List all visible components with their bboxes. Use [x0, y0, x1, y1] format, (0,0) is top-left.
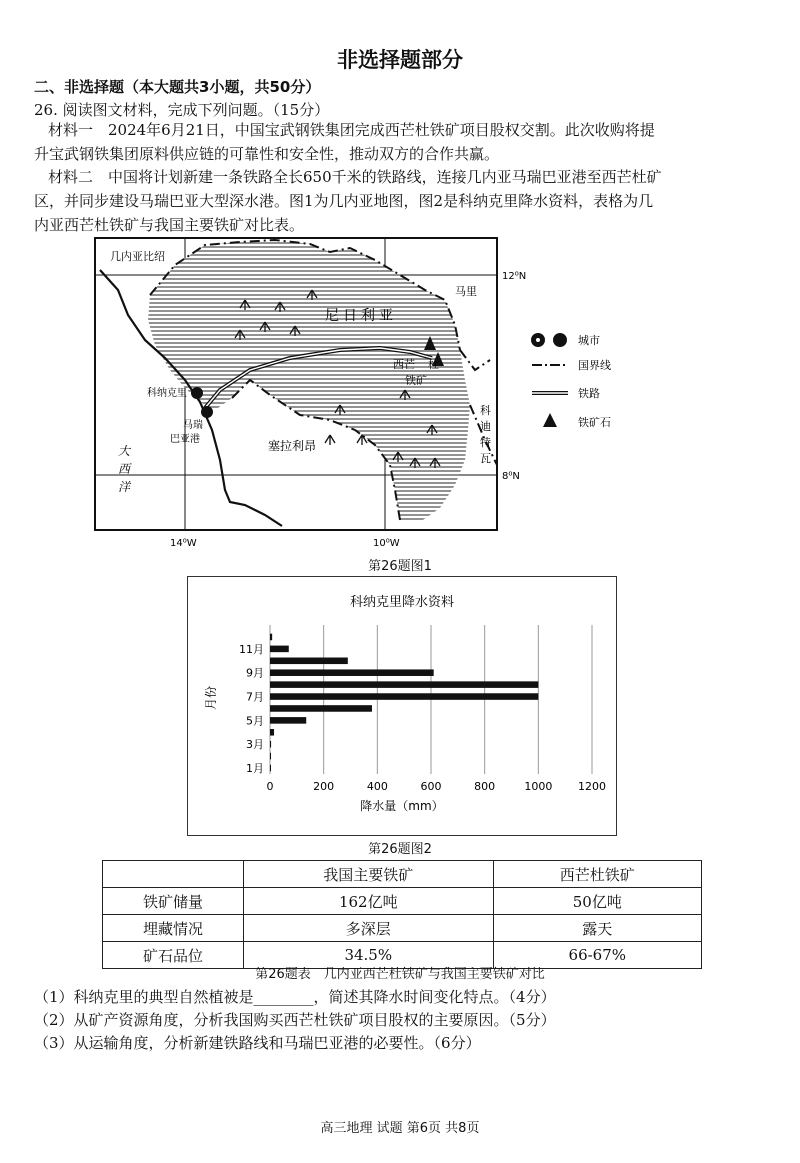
chart-bar-3 [270, 741, 271, 748]
question-2: （2）从矿产资源角度，分析我国购买西芒杜铁矿项目股权的主要原因。（5分） [34, 1011, 556, 1029]
table-row [103, 915, 702, 942]
chart-bar-10 [270, 658, 348, 665]
legend-iron-ore-marker [543, 413, 557, 427]
material-1 [34, 118, 764, 166]
label-lat-12: 12⁰N [502, 271, 527, 282]
table-cell: 埋藏情况 [103, 915, 244, 942]
question-intro: 26. 阅读图文材料，完成下列问题。（15分） [34, 101, 330, 119]
map-legend [531, 333, 611, 429]
chart-bar-8 [270, 681, 538, 688]
label-nigeria: 尼日利亚 [325, 308, 397, 324]
label-simandou-1: 西芒 [393, 358, 415, 371]
legend-railway-label: 铁路 [578, 387, 600, 400]
table-header-cell: 我国主要铁矿 [244, 861, 494, 888]
chart-y-tick-label: 1月 [246, 762, 264, 776]
chart-bar-5 [270, 717, 306, 724]
chart-bar-6 [270, 705, 372, 712]
label-simandou-3: 铁矿 [405, 374, 427, 387]
question-3: （3）从运输角度，分析新建铁路线和马瑞巴亚港的必要性。（6分） [34, 1034, 481, 1052]
table-header-cell: 西芒杜铁矿 [493, 861, 701, 888]
label-moribaya-1: 马瑞 [183, 420, 203, 431]
conakry-city-dot [191, 387, 203, 399]
label-simandou-2: 杜 [428, 358, 439, 371]
legend-city-dot [553, 333, 567, 347]
table-cell: 34.5% [244, 942, 494, 969]
table-cell: 多深层 [244, 915, 494, 942]
chart-y-tick-label: 9月 [246, 666, 264, 680]
chart-y-tick-label: 11月 [239, 642, 264, 656]
question-1 [34, 986, 556, 1007]
section-heading: 二、非选择题（本大题共3小题，共50分） [34, 78, 321, 96]
chart-x-tick-label: 600 [420, 780, 442, 793]
map-caption: 第26题图1 [368, 559, 432, 574]
guinea-map-figure [0, 230, 800, 560]
comparison-table [102, 860, 702, 969]
table-cell: 矿石品位 [103, 942, 244, 969]
table-cell: 露天 [493, 915, 701, 942]
chart-frame [188, 577, 617, 836]
label-guinea-bissau: 几内亚比绍 [110, 250, 165, 263]
legend-city-label: 城市 [578, 334, 600, 347]
chart-y-tick-label: 7月 [246, 690, 264, 704]
question-1-prefix: （1）科纳克里的典型自然植被是 [34, 988, 254, 1006]
label-liberia-3: 特 [480, 436, 491, 449]
label-lon-10: 10⁰W [373, 538, 400, 549]
chart-y-tick-label: 3月 [246, 738, 264, 752]
page-footer: 高三地理 试题 第6页 共8页 [320, 1121, 480, 1136]
page-title: 非选择题部分 [337, 48, 463, 72]
label-liberia-2: 迪 [480, 420, 491, 433]
chart-caption: 第26题图2 [368, 842, 432, 857]
table-caption: 第26题表 几内亚西芒杜铁矿与我国主要铁矿对比 [255, 967, 545, 982]
label-lat-8: 8⁰N [502, 471, 520, 482]
material-2-line-3: 内亚西芒杜铁矿与我国主要铁矿对比表。 [34, 216, 305, 234]
label-conakry: 科纳克里 [147, 388, 187, 399]
chart-x-tick-label: 200 [313, 780, 335, 793]
answer-blank: ________ [253, 988, 314, 1006]
chart-x-tick-label: 1000 [524, 780, 553, 793]
label-liberia-4: 瓦 [480, 452, 491, 465]
chart-x-tick-label: 400 [366, 780, 388, 793]
label-liberia-1: 科 [480, 404, 491, 417]
table-header-row [103, 861, 702, 888]
chart-y-axis-label: 月份 [204, 685, 218, 711]
table-cell: 50亿吨 [493, 888, 701, 915]
label-ocean-3: 洋 [118, 480, 131, 494]
label-lon-14: 14⁰W [170, 538, 197, 549]
chart-x-tick-label: 800 [474, 780, 496, 793]
moribaya-city-dot [201, 406, 213, 418]
material-1-line-2: 升宝武钢铁集团原料供应链的可靠性和安全性，推动双方的合作共赢。 [34, 145, 500, 163]
chart-bar-2 [270, 753, 271, 760]
material-2-line-1: 材料二 中国将计划新建一条铁路全长650千米的铁路线，连接几内亚马瑞巴亚港至西芒杜矿 [48, 168, 662, 186]
chart-title: 科纳克里降水资料 [349, 595, 455, 610]
chart-bar-9 [270, 669, 434, 676]
chart-y-tick-label: 5月 [246, 714, 264, 728]
chart-x-axis-label: 降水量（mm） [360, 799, 444, 813]
chart-bar-4 [270, 729, 274, 736]
label-mali: 马里 [455, 285, 477, 298]
chart-bar-7 [270, 693, 538, 700]
table-header-cell [103, 861, 244, 888]
material-2-line-2: 区，并同步建设马瑞巴亚大型深水港。图1为几内亚地图，图2是科纳克里降水资料，表格为几 [34, 192, 654, 210]
legend-iron-ore-label: 铁矿石 [578, 416, 611, 429]
question-1-suffix: ，简述其降水时间变化特点。（4分） [313, 988, 556, 1006]
label-sierra-leone: 塞拉利昂 [268, 439, 317, 453]
table-row [103, 888, 702, 915]
table-cell: 66-67% [493, 942, 701, 969]
material-1-line-1: 材料一 2024年6月21日，中国宝武钢铁集团完成西芒杜铁矿项目股权交割。此次收购将提 [48, 121, 655, 139]
chart-bar-12 [270, 634, 272, 641]
chart-x-tick-label: 1200 [578, 780, 606, 793]
chart-bar-11 [270, 646, 289, 653]
label-ocean-1: 大 [118, 444, 131, 458]
chart-bar-1 [270, 765, 271, 772]
chart-x-tick-label: 0 [266, 780, 274, 793]
precipitation-chart [187, 576, 617, 836]
legend-border-label: 国界线 [578, 359, 611, 372]
label-moribaya-2: 巴亚港 [170, 434, 200, 445]
material-2 [34, 165, 764, 237]
label-ocean-2: 西 [118, 462, 131, 476]
table-cell: 铁矿储量 [103, 888, 244, 915]
table-cell: 162亿吨 [244, 888, 494, 915]
